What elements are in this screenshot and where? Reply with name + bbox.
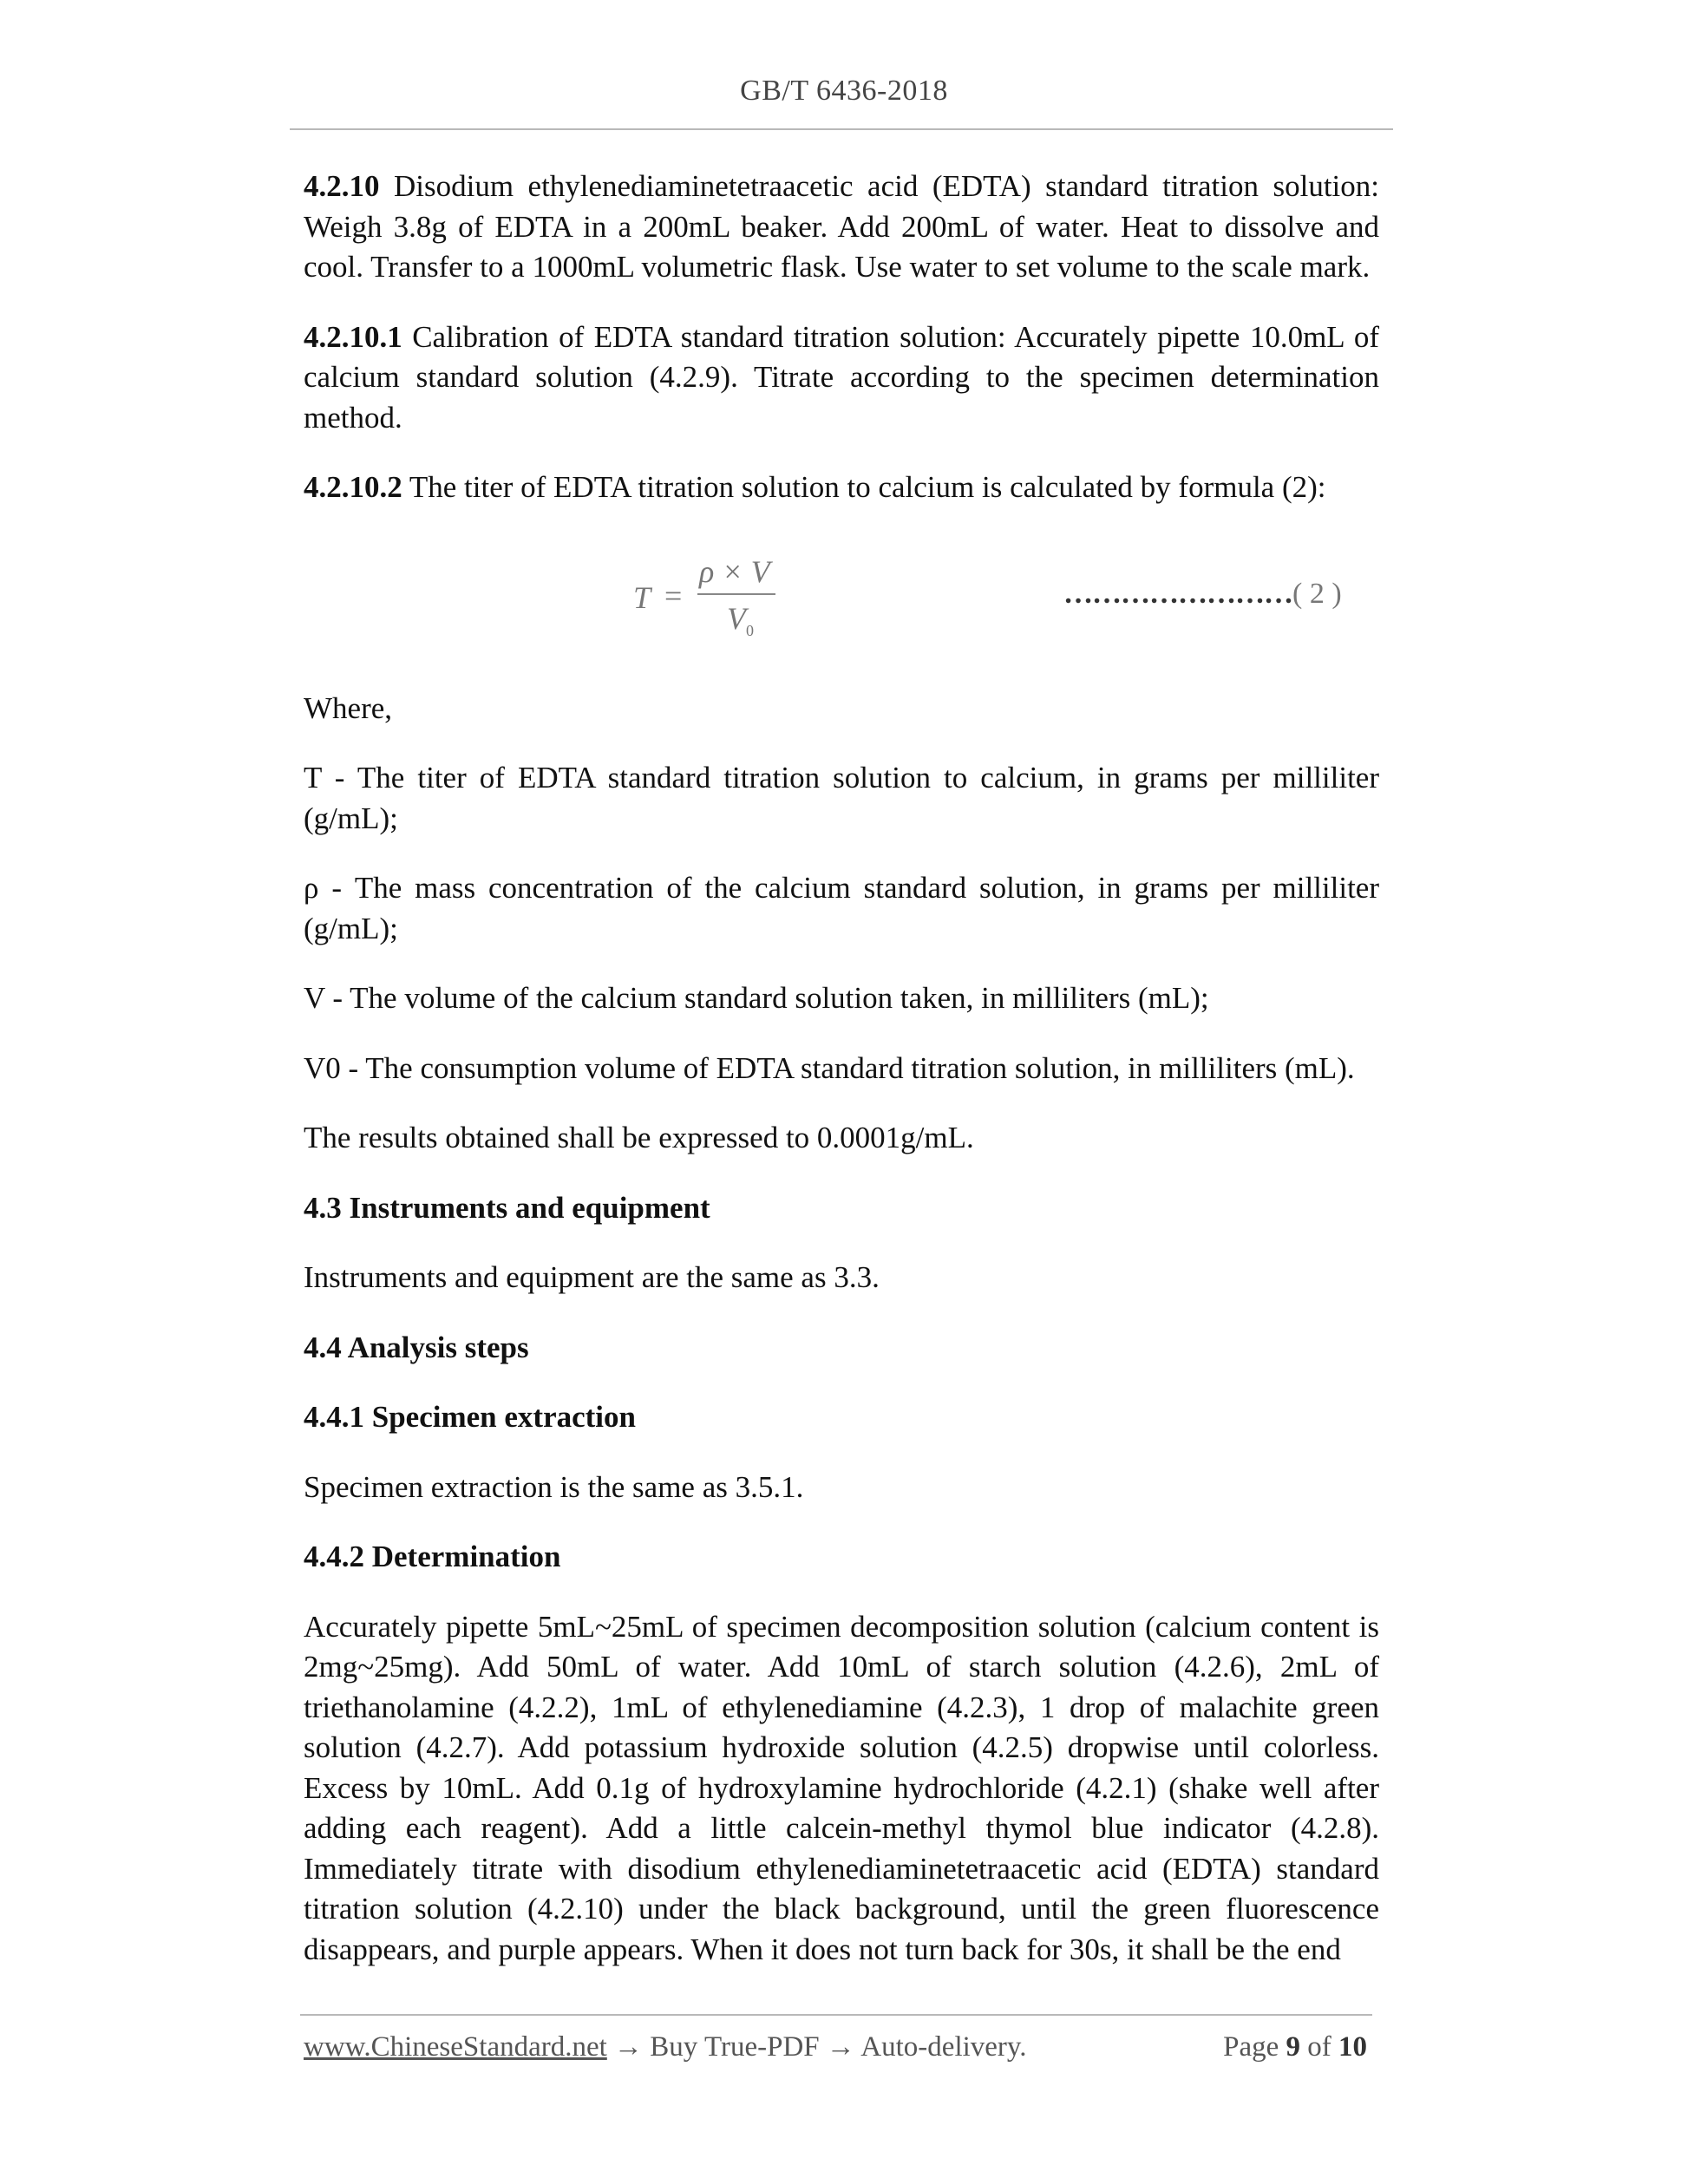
text-4-4-2: Accurately pipette 5mL~25mL of specimen decomposition solution (calcium content is 2mg~25mg). Add 50mL of water. Add 10mL of starch solution (4.2.6), 2mL of triethanolamine (4.2.2), 1mL of ethylenediamine (4.2.3), 1 drop of malachite green solution (4.2.7). Add potassium hydroxide solution (4.2.5) dropwise until colorless. Excess by 10mL. Add 0.1g of hydroxylamine hydrochloride (4.2.1) (shake well after adding each reagent). Add a little calcein-methyl thymol blue indicator (4.2.8). Immediately titrate with disodium ethylenediaminetetraacetic acid (EDTA) standard titration solution (4.2.10) under the black background, until the green fluorescence disappears, and purple appears. When it does not turn back for 30s, it shall be the end <box>304 1609 1379 1966</box>
where-label: Where, <box>304 690 393 725</box>
clause-text: Calibration of EDTA standard titration solution: Accurately pipette 10.0mL of calcium standard solution (4.2.9). Titrate according to the specimen determination method. <box>304 319 1379 435</box>
formula-denominator: $V_0$ <box>727 600 754 639</box>
clause-text: Disodium ethylenediaminetetraacetic acid (EDTA) standard titration solution: Weigh 3.8g of EDTA in a 200mL beaker. Add 200mL of water. Heat to dissolve and cool. Transfer to a 1000mL volumetric flask. Use water to set volume to the scale mark. <box>304 169 1379 284</box>
heading-4-4: 4.4 Analysis steps <box>304 1330 529 1364</box>
footer-divider <box>300 2014 1372 2016</box>
clause-4-2-10 <box>304 167 1379 288</box>
heading-4-4-2: 4.4.2 Determination <box>304 1540 561 1573</box>
text-4-3: Instruments and equipment are the same as 3.3. <box>304 1260 880 1294</box>
page-footer <box>304 2031 1372 2063</box>
formula-number <box>1063 574 1342 615</box>
definition-v: V - The volume of the calcium standard solution taken, in milliliters (mL); <box>304 981 1209 1015</box>
page-header: GB/T 6436-2018 <box>740 75 948 107</box>
clause-text: The titer of EDTA titration solution to calcium is calculated by formula (2): <box>402 470 1326 504</box>
clause-number: 4.2.10.2 <box>304 470 402 504</box>
formula-2 <box>304 543 1379 664</box>
clause-4-2-10-2 <box>304 468 1379 508</box>
clause-4-2-10-1 <box>304 317 1379 439</box>
formula-equals: = <box>664 578 683 613</box>
fraction-bar <box>697 593 775 595</box>
formula-lhs: T <box>633 579 651 615</box>
results-precision: The results obtained shall be expressed to 0.0001g/mL. <box>304 1121 974 1154</box>
heading-4-3: 4.3 Instruments and equipment <box>304 1190 710 1225</box>
text-4-4-1: Specimen extraction is the same as 3.5.1. <box>304 1469 804 1504</box>
page-indicator: Page 9 of 10 <box>1223 2031 1367 2063</box>
denominator-subscript: 0 <box>746 621 754 639</box>
total-pages: 10 <box>1338 2031 1367 2063</box>
leader-dots: …………………… <box>1063 577 1292 610</box>
document-body <box>304 167 1379 1970</box>
equation-number: ( 2 ) <box>1292 577 1342 610</box>
current-page: 9 <box>1286 2031 1300 2063</box>
clause-number: 4.2.10.1 <box>304 319 402 354</box>
formula-numerator: ρ × V <box>699 553 770 589</box>
footer-tagline: → Buy True-PDF → Auto-delivery. <box>606 2031 1027 2063</box>
definition-t: T - The titer of EDTA standard titration solution to calcium, in grams per milliliter (g/mL); <box>304 761 1379 835</box>
definition-rho: ρ - The mass concentration of the calcium standard solution, in grams per milliliter (g/mL); <box>304 871 1379 945</box>
clause-number: 4.2.10 <box>304 169 380 203</box>
definition-v0: V0 - The consumption volume of EDTA standard titration solution, in milliliters (mL). <box>304 1050 1355 1085</box>
website-link[interactable]: www.ChineseStandard.net <box>304 2031 607 2063</box>
header-divider <box>290 128 1393 130</box>
heading-4-4-1: 4.4.1 Specimen extraction <box>304 1400 636 1434</box>
